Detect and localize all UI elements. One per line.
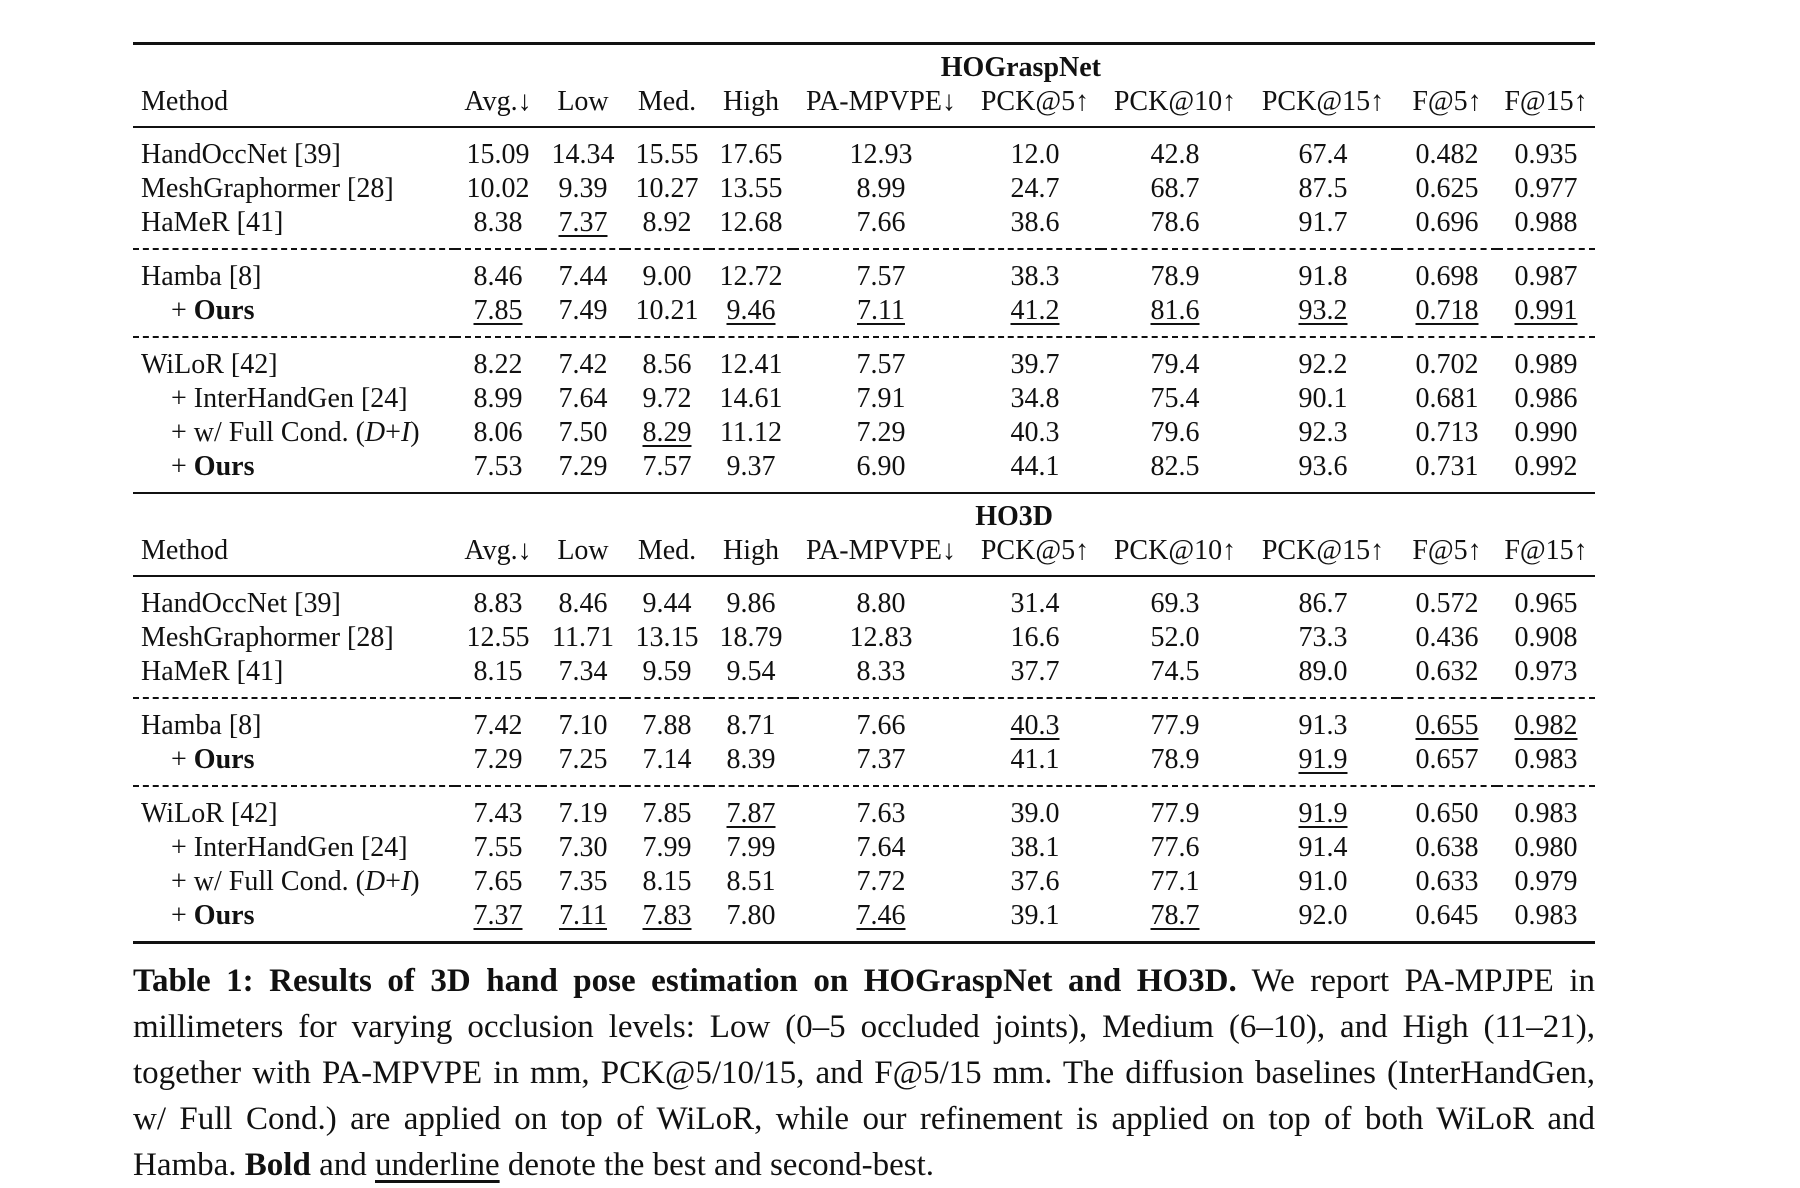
method-cell — [133, 450, 455, 493]
pck15-cell: 67.4 — [1298, 139, 1348, 171]
pampvpe-cell: 7.72 — [856, 866, 906, 898]
low-cell: 7.10 — [558, 710, 608, 742]
pck5-cell: 39.0 — [1010, 798, 1060, 830]
pck15-cell: 92.0 — [1298, 900, 1348, 932]
pampvpe-cell: 7.29 — [856, 417, 906, 449]
method-cell: WiLoR [42] — [141, 349, 278, 381]
avg-cell: 8.38 — [473, 207, 523, 239]
f5-cell: 0.702 — [1415, 349, 1479, 381]
pck10-cell: 42.8 — [1150, 139, 1200, 171]
method-text: + w/ Full Cond. ( — [171, 866, 365, 898]
method-cell: MeshGraphormer [28] — [141, 173, 394, 205]
f5-cell: 0.436 — [1415, 622, 1479, 654]
header-pck5: PCK@5↑ — [980, 85, 1090, 117]
med-cell: 9.72 — [642, 383, 692, 415]
method-cell: + InterHandGen [24] — [171, 832, 408, 864]
method-cell: HandOccNet [39] — [141, 139, 341, 171]
avg-cell: 7.42 — [473, 710, 523, 742]
header-pck5: PCK@5↑ — [980, 534, 1090, 566]
method-cell: Hamba [8] — [141, 261, 262, 293]
header-low: Low — [557, 85, 609, 117]
low-cell: 7.64 — [558, 383, 608, 415]
f15-cell: 0.983 — [1514, 798, 1578, 830]
method-cell: + InterHandGen [24] — [171, 383, 408, 415]
method-cell: MeshGraphormer [28] — [141, 622, 394, 654]
method-cell — [133, 743, 455, 786]
avg-cell: 7.37 — [473, 900, 523, 932]
f5-cell: 0.696 — [1415, 207, 1479, 239]
pck15-cell: 92.2 — [1298, 349, 1348, 381]
avg-cell: 7.55 — [473, 832, 523, 864]
table-row — [133, 294, 1595, 337]
pck10-cell: 79.4 — [1150, 349, 1200, 381]
header-high: High — [723, 85, 779, 117]
f5-cell: 0.713 — [1415, 417, 1479, 449]
pck10-cell: 78.9 — [1150, 744, 1200, 776]
low-cell: 7.34 — [558, 656, 608, 688]
low-cell: 7.30 — [558, 832, 608, 864]
f15-cell: 0.983 — [1514, 900, 1578, 932]
low-cell: 7.44 — [558, 261, 608, 293]
avg-cell: 8.15 — [473, 656, 523, 688]
header-med: Med. — [637, 534, 697, 566]
f5-cell: 0.572 — [1415, 588, 1479, 620]
caption-underline-word: underline — [375, 1147, 500, 1184]
f15-cell: 0.987 — [1514, 261, 1578, 293]
pck10-cell: 77.6 — [1150, 832, 1200, 864]
f5-cell: 0.657 — [1415, 744, 1479, 776]
table-row — [133, 206, 1595, 249]
med-cell: 8.92 — [642, 207, 692, 239]
header-pampvpe: PA-MPVPE↓ — [806, 534, 956, 566]
med-cell: 7.57 — [642, 451, 692, 483]
pampvpe-cell: 12.93 — [849, 139, 913, 171]
high-cell: 7.80 — [726, 900, 776, 932]
avg-cell: 7.29 — [473, 744, 523, 776]
method-prefix: + — [171, 744, 194, 776]
pck10-cell: 77.1 — [1150, 866, 1200, 898]
table-row — [133, 899, 1595, 943]
low-cell: 14.34 — [551, 139, 615, 171]
hograspnet-title: HOGraspNet — [940, 52, 1101, 83]
pck10-cell: 77.9 — [1150, 710, 1200, 742]
high-cell: 12.68 — [719, 207, 783, 239]
pampvpe-cell: 7.66 — [856, 207, 906, 239]
med-cell: 7.14 — [642, 744, 692, 776]
f15-cell: 0.980 — [1514, 832, 1578, 864]
pck5-cell: 39.1 — [1010, 900, 1060, 932]
pck10-cell: 68.7 — [1150, 173, 1200, 205]
table-row — [133, 450, 1595, 493]
pck15-cell: 93.2 — [1298, 295, 1348, 327]
header-pck10: PCK@10↑ — [1113, 85, 1237, 117]
low-cell: 9.39 — [558, 173, 608, 205]
pck10-cell: 81.6 — [1150, 295, 1200, 327]
pck5-cell: 44.1 — [1010, 451, 1060, 483]
method-plus: + — [385, 866, 401, 898]
low-cell: 11.71 — [552, 622, 614, 654]
ho3d-header-row — [133, 534, 1595, 577]
table-row — [133, 172, 1595, 206]
high-cell: 12.41 — [719, 349, 783, 381]
avg-cell: 8.83 — [473, 588, 523, 620]
caption-title: Table 1: Results of 3D hand pose estimation on HOGraspNet and HO3D. — [133, 963, 1237, 1000]
low-cell: 7.37 — [558, 207, 608, 239]
ho3d-section — [133, 493, 1595, 944]
pck5-cell: 39.7 — [1010, 349, 1060, 381]
pck15-cell: 92.3 — [1298, 417, 1348, 449]
high-cell: 13.55 — [719, 173, 783, 205]
med-cell: 7.83 — [642, 900, 692, 932]
method-ours: Ours — [193, 451, 255, 483]
f5-cell: 0.655 — [1415, 710, 1479, 742]
pck15-cell: 89.0 — [1298, 656, 1348, 688]
pck10-cell: 74.5 — [1150, 656, 1200, 688]
med-cell: 8.56 — [642, 349, 692, 381]
avg-cell: 8.22 — [473, 349, 523, 381]
header-avg: Avg.↓ — [464, 534, 532, 566]
pck5-cell: 31.4 — [1010, 588, 1060, 620]
pck10-cell: 82.5 — [1150, 451, 1200, 483]
pck5-cell: 41.1 — [1010, 744, 1060, 776]
table-row — [133, 865, 1595, 899]
pampvpe-cell: 7.63 — [856, 798, 906, 830]
table-row — [133, 787, 1595, 831]
pck5-cell: 38.3 — [1010, 261, 1060, 293]
method-var-i: I — [400, 866, 411, 898]
table-row — [133, 699, 1595, 743]
f5-cell: 0.482 — [1415, 139, 1479, 171]
pck15-cell: 91.9 — [1298, 798, 1348, 830]
header-f5: F@5↑ — [1412, 85, 1482, 117]
pck15-cell: 91.0 — [1298, 866, 1348, 898]
f5-cell: 0.731 — [1415, 451, 1479, 483]
method-close: ) — [410, 417, 420, 449]
f5-cell: 0.650 — [1415, 798, 1479, 830]
f15-cell: 0.992 — [1514, 451, 1578, 483]
pampvpe-cell: 8.80 — [856, 588, 906, 620]
low-cell: 7.50 — [558, 417, 608, 449]
f5-cell: 0.632 — [1415, 656, 1479, 688]
header-avg: Avg.↓ — [464, 85, 532, 117]
header-f5: F@5↑ — [1412, 534, 1482, 566]
table-row — [133, 416, 1595, 450]
f15-cell: 0.986 — [1514, 383, 1578, 415]
med-cell: 9.00 — [642, 261, 692, 293]
med-cell: 7.88 — [642, 710, 692, 742]
f5-cell: 0.698 — [1415, 261, 1479, 293]
results-table — [133, 42, 1595, 944]
table-row — [133, 382, 1595, 416]
pampvpe-cell: 7.91 — [856, 383, 906, 415]
avg-cell: 8.06 — [473, 417, 523, 449]
pck5-cell: 12.0 — [1010, 139, 1060, 171]
pck15-cell: 87.5 — [1298, 173, 1348, 205]
high-cell: 9.46 — [726, 295, 776, 327]
pck15-cell: 91.4 — [1298, 832, 1348, 864]
method-cell: HaMeR [41] — [141, 656, 284, 688]
table-row — [133, 250, 1595, 294]
high-cell: 7.87 — [726, 798, 776, 830]
avg-cell: 8.46 — [473, 261, 523, 293]
avg-cell: 7.43 — [473, 798, 523, 830]
pck5-cell: 16.6 — [1010, 622, 1060, 654]
pck10-cell: 78.7 — [1150, 900, 1200, 932]
table-row — [133, 621, 1595, 655]
method-var-d: D — [364, 866, 386, 898]
pck5-cell: 34.8 — [1010, 383, 1060, 415]
header-pampvpe: PA-MPVPE↓ — [806, 85, 956, 117]
method-prefix: + — [171, 295, 194, 327]
med-cell: 9.59 — [642, 656, 692, 688]
pck5-cell: 37.7 — [1010, 656, 1060, 688]
f15-cell: 0.973 — [1514, 656, 1578, 688]
pampvpe-cell: 7.57 — [856, 261, 906, 293]
table-row — [133, 655, 1595, 698]
f15-cell: 0.988 — [1514, 207, 1578, 239]
low-cell: 7.29 — [558, 451, 608, 483]
f5-cell: 0.625 — [1415, 173, 1479, 205]
high-cell: 8.51 — [726, 866, 776, 898]
low-cell: 7.35 — [558, 866, 608, 898]
pck5-cell: 38.1 — [1010, 832, 1060, 864]
med-cell: 8.15 — [642, 866, 692, 898]
low-cell: 7.11 — [559, 900, 607, 932]
method-cell — [133, 865, 455, 899]
pck15-cell: 93.6 — [1298, 451, 1348, 483]
pck5-cell: 38.6 — [1010, 207, 1060, 239]
f15-cell: 0.989 — [1514, 349, 1578, 381]
header-f15: F@15↑ — [1504, 534, 1588, 566]
high-cell: 18.79 — [719, 622, 783, 654]
method-cell — [133, 899, 455, 943]
high-cell: 8.39 — [726, 744, 776, 776]
high-cell: 14.61 — [719, 383, 783, 415]
pck15-cell: 91.8 — [1298, 261, 1348, 293]
f15-cell: 0.982 — [1514, 710, 1578, 742]
table-row — [133, 128, 1595, 172]
header-low: Low — [557, 534, 609, 566]
table-row — [133, 338, 1595, 382]
pampvpe-cell: 7.46 — [856, 900, 906, 932]
high-cell: 12.72 — [719, 261, 783, 293]
method-cell — [133, 294, 455, 337]
method-plus: + — [385, 417, 401, 449]
caption-bold-word: Bold — [244, 1147, 311, 1184]
method-prefix: + — [171, 451, 194, 483]
caption-text-3: denote the best and second-best. — [499, 1147, 934, 1184]
low-cell: 7.19 — [558, 798, 608, 830]
pampvpe-cell: 8.99 — [856, 173, 906, 205]
low-cell: 8.46 — [558, 588, 608, 620]
pck10-cell: 69.3 — [1150, 588, 1200, 620]
caption-text-2: and — [310, 1147, 375, 1184]
med-cell: 7.85 — [642, 798, 692, 830]
header-pck10: PCK@10↑ — [1113, 534, 1237, 566]
method-close: ) — [410, 866, 420, 898]
avg-cell: 8.99 — [473, 383, 523, 415]
f15-cell: 0.908 — [1514, 622, 1578, 654]
avg-cell: 15.09 — [466, 139, 530, 171]
pck5-cell: 40.3 — [1010, 710, 1060, 742]
header-high: High — [723, 534, 779, 566]
pck5-cell: 40.3 — [1010, 417, 1060, 449]
table-row — [133, 743, 1595, 786]
avg-cell: 7.53 — [473, 451, 523, 483]
pck5-cell: 41.2 — [1010, 295, 1060, 327]
high-cell: 7.99 — [726, 832, 776, 864]
table-row — [133, 577, 1595, 621]
med-cell: 15.55 — [635, 139, 699, 171]
f15-cell: 0.979 — [1514, 866, 1578, 898]
high-cell: 17.65 — [719, 139, 783, 171]
method-prefix: + — [171, 900, 194, 932]
f15-cell: 0.983 — [1514, 744, 1578, 776]
f15-cell: 0.977 — [1514, 173, 1578, 205]
low-cell: 7.25 — [558, 744, 608, 776]
f15-cell: 0.965 — [1514, 588, 1578, 620]
low-cell: 7.42 — [558, 349, 608, 381]
f15-cell: 0.991 — [1514, 295, 1578, 327]
header-method: Method — [141, 85, 229, 117]
high-cell: 9.37 — [726, 451, 776, 483]
header-pck15: PCK@15↑ — [1261, 85, 1385, 117]
method-cell: HandOccNet [39] — [141, 588, 341, 620]
med-cell: 9.44 — [642, 588, 692, 620]
med-cell: 10.27 — [635, 173, 699, 205]
method-cell: WiLoR [42] — [141, 798, 278, 830]
method-cell: Hamba [8] — [141, 710, 262, 742]
header-pck15: PCK@15↑ — [1261, 534, 1385, 566]
pck10-cell: 77.9 — [1150, 798, 1200, 830]
pampvpe-cell: 7.11 — [857, 295, 905, 327]
pck15-cell: 91.3 — [1298, 710, 1348, 742]
avg-cell: 10.02 — [466, 173, 530, 205]
caption-text-1: We report PA-MPJPE in millimeters for varying occlusion levels: Low (0–5 occluded joints), Medium (6–10), and High (11–21), together with PA-MPVPE in mm, PCK@5/10/15, and F@5/15 mm. The diffusion baselines (InterHandGen, w/ Full Cond.) are applied on top of WiLoR, while our refinement is applied on top of both WiLoR and Hamba. — [133, 963, 1595, 1184]
hograspnet-header-row — [133, 85, 1595, 128]
f5-cell: 0.645 — [1415, 900, 1479, 932]
avg-cell: 7.85 — [473, 295, 523, 327]
method-var-i: I — [400, 417, 411, 449]
pampvpe-cell: 6.90 — [856, 451, 906, 483]
method-ours: Ours — [193, 744, 255, 776]
method-text: + w/ Full Cond. ( — [171, 417, 365, 449]
pck15-cell: 91.7 — [1298, 207, 1348, 239]
f5-cell: 0.681 — [1415, 383, 1479, 415]
pck5-cell: 37.6 — [1010, 866, 1060, 898]
f5-cell: 0.633 — [1415, 866, 1479, 898]
low-cell: 7.49 — [558, 295, 608, 327]
pck15-cell: 86.7 — [1298, 588, 1348, 620]
table-row — [133, 831, 1595, 865]
avg-cell: 7.65 — [473, 866, 523, 898]
method-var-d: D — [364, 417, 386, 449]
high-cell: 9.86 — [726, 588, 776, 620]
med-cell: 7.99 — [642, 832, 692, 864]
avg-cell: 12.55 — [466, 622, 530, 654]
method-cell: HaMeR [41] — [141, 207, 284, 239]
pck5-cell: 24.7 — [1010, 173, 1060, 205]
pck15-cell: 73.3 — [1298, 622, 1348, 654]
table-caption — [133, 958, 1595, 1188]
med-cell: 10.21 — [635, 295, 699, 327]
pck15-cell: 90.1 — [1298, 383, 1348, 415]
pampvpe-cell: 7.64 — [856, 832, 906, 864]
method-ours: Ours — [193, 295, 255, 327]
pampvpe-cell: 7.66 — [856, 710, 906, 742]
pck10-cell: 78.6 — [1150, 207, 1200, 239]
method-ours: Ours — [193, 900, 255, 932]
method-cell — [133, 416, 455, 450]
med-cell: 13.15 — [635, 622, 699, 654]
f5-cell: 0.718 — [1415, 295, 1479, 327]
f15-cell: 0.935 — [1514, 139, 1578, 171]
pampvpe-cell: 8.33 — [856, 656, 906, 688]
pck10-cell: 78.9 — [1150, 261, 1200, 293]
hograspnet-section — [133, 44, 1595, 494]
f15-cell: 0.990 — [1514, 417, 1578, 449]
high-cell: 8.71 — [726, 710, 776, 742]
f5-cell: 0.638 — [1415, 832, 1479, 864]
page — [133, 42, 1595, 1188]
ho3d-title: HO3D — [975, 501, 1053, 533]
pck10-cell: 52.0 — [1150, 622, 1200, 654]
header-med: Med. — [637, 85, 697, 117]
header-f15: F@15↑ — [1504, 85, 1588, 117]
pampvpe-cell: 12.83 — [849, 622, 913, 654]
high-cell: 11.12 — [720, 417, 782, 449]
pck10-cell: 75.4 — [1150, 383, 1200, 415]
high-cell: 9.54 — [726, 656, 776, 688]
pampvpe-cell: 7.37 — [856, 744, 906, 776]
pck15-cell: 91.9 — [1298, 744, 1348, 776]
pampvpe-cell: 7.57 — [856, 349, 906, 381]
med-cell: 8.29 — [642, 417, 692, 449]
pck10-cell: 79.6 — [1150, 417, 1200, 449]
header-method: Method — [141, 534, 229, 566]
